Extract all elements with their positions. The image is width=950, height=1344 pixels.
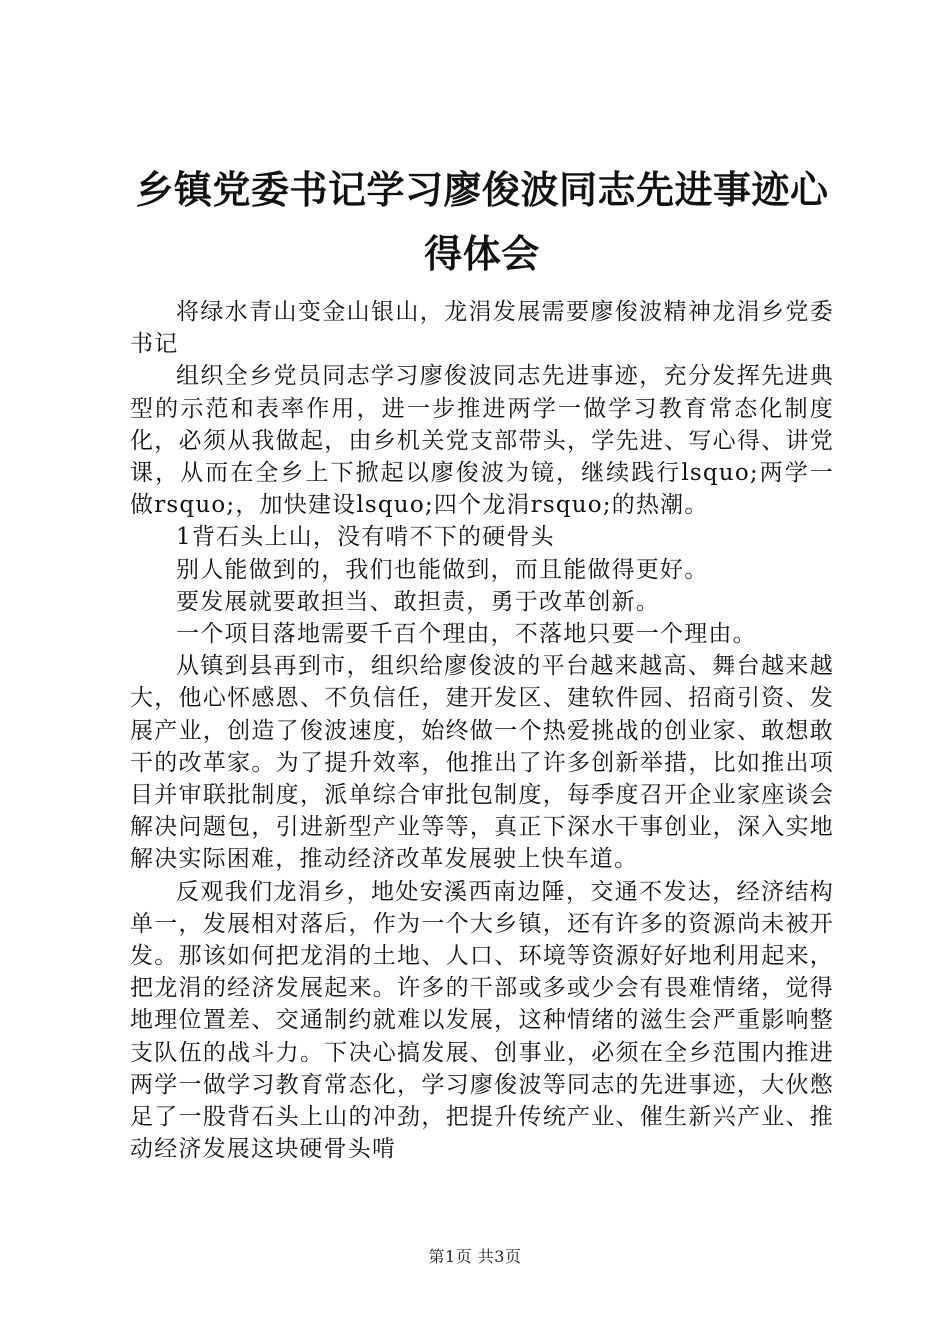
paragraph: 要发展就要敢担当、敢担责，勇于改革创新。 bbox=[176, 588, 660, 615]
paragraph: 一个项目落地需要千百个理由，不落地只要一个理由。 bbox=[176, 621, 757, 648]
paragraph: 组织全乡党员同志学习廖俊波同志先进事迹，充分发挥先进典型的示范和表率作用，进一步推进两学一做学习教育常态化制度化，必须从我做起，由乡机关党支部带头，学先进、写心得、讲党课，从而在全乡上下掀起以廖俊波为镜，继续践行lsquo;两学一做rsquo;，加快建设lsquo;四个龙涓rsquo;的热潮。 bbox=[130, 363, 834, 519]
paragraph: 将绿水青山变金山银山，龙涓发展需要廖俊波精神龙涓乡党委书记 bbox=[130, 299, 834, 358]
document-title: 乡镇党委书记学习廖俊波同志先进事迹心得体会 bbox=[135, 168, 829, 276]
paragraph: 别人能做到的，我们也能做到，而且能做得更好。 bbox=[176, 556, 709, 583]
paragraph: 反观我们龙涓乡，地处安溪西南边陲，交通不发达，经济结构单一，发展相对落后，作为一个大乡镇，还有许多的资源尚未被开发。那该如何把龙涓的土地、人口、环境等资源好好地利用起来，把龙涓的经济发展起来。许多的干部或多或少会有畏难情绪，觉得地理位置差、交通制约就难以发展，这种情绪的滋生会严重影响整支队伍的战斗力。下决心搞发展、创事业，必须在全乡范围内推进两学一做学习教育常态化，学习廖俊波等同志的先进事迹，大伙憋足了一股背石头上山的冲劲，把提升传统产业、催生新兴产业、推动经济发展这块硬骨头啃 bbox=[130, 878, 834, 1163]
document-body bbox=[130, 296, 834, 1165]
page-number-footer: 第1页 共3页 bbox=[428, 1247, 522, 1266]
paragraph: 从镇到县再到市，组织给廖俊波的平台越来越高、舞台越来越大，他心怀感恩、不负信任，建开发区、建软件园、招商引资、发展产业，创造了俊波速度，始终做一个热爱挑战的创业家、敢想敢干的改革家。为了提升效率，他推出了许多创新举措，比如推出项目并审联批制度，派单综合审批包制度，每季度召开企业家座谈会解决问题包，引进新型产业等等，真正下深水干事创业，深入实地解决实际困难，推动经济改革发展驶上快车道。 bbox=[130, 653, 834, 873]
paragraph: 1背石头上山，没有啃不下的硬骨头 bbox=[176, 524, 555, 551]
